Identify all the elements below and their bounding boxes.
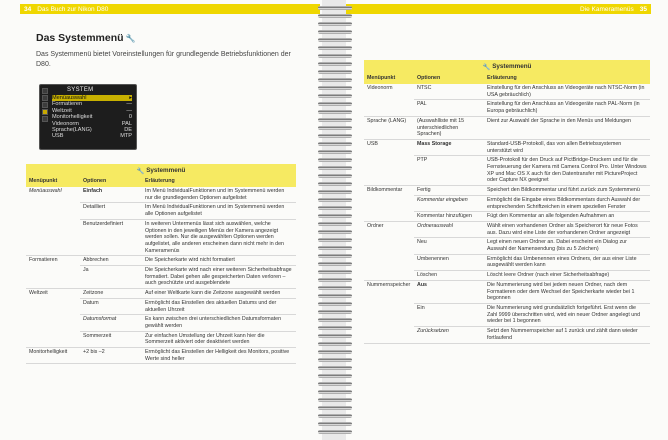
camera-menu-item-label: USB: [52, 133, 64, 140]
spiral-loop: [318, 86, 352, 90]
table-row: [364, 100, 650, 116]
camera-menu-list: [52, 95, 132, 140]
cell-option: (Auswahlliste mit 15 unterschiedlichen Sprachen): [414, 116, 484, 139]
spiral-loop: [318, 214, 352, 218]
cell-explanation: Im Menü IndividualFunktionen und im Systemmenü werden alle Optionen aufgelistet: [142, 203, 296, 219]
spiral-loop: [318, 254, 352, 258]
table-row: [26, 203, 296, 219]
cell-menu-item: [26, 203, 80, 219]
table-row: [26, 348, 296, 364]
spiral-loop: [318, 22, 352, 26]
camera-menu-title: SYSTEM: [67, 87, 94, 93]
cell-explanation: Ermöglicht das Einstellen der Helligkeit des Monitors, positive Werte sind heller: [142, 348, 296, 364]
cell-menu-item: Videonorm: [367, 85, 393, 91]
camera-menu-item-label: Videonorm: [52, 120, 79, 127]
cell-menu-item: [364, 100, 414, 116]
cell-explanation: Einstellung für den Anschluss an Videogeräte nach PAL-Norm (in Europa gebräuchlich): [484, 100, 650, 116]
camera-menu-item-label: Monitorhelligkeit: [52, 114, 93, 121]
column-header-options: Optionen: [414, 73, 484, 84]
table-row: [364, 303, 650, 326]
spiral-loop: [318, 318, 352, 322]
spiral-loop: [318, 262, 352, 266]
pencil-tab-icon: [42, 102, 48, 108]
cell-option: Datum: [80, 298, 142, 314]
camera-menu-item-label: Sprache(LANG): [52, 127, 92, 134]
camera-menu-item-value: PAL: [121, 120, 132, 127]
cell-option: Ordnerauswahl: [414, 221, 484, 237]
table-row: [364, 195, 650, 211]
wrench-icon: 🔧: [136, 167, 147, 175]
camera-menu-item-label: Menüauswahl: [52, 95, 87, 101]
spiral-loop: [318, 414, 352, 418]
cell-explanation: Die Nummerierung wird grundsätzlich fortgeführt. Erst wenn die Zahl 9999 überschritten wird, wird ein neuer Ordner angelegt und wieder bei 1 begonnen: [484, 303, 650, 326]
cell-option: Aus: [414, 280, 484, 303]
cell-menu-item: [364, 271, 414, 281]
column-header-explanation: Erläuterung: [484, 73, 650, 84]
cell-menu-item: Bildkommentar: [367, 187, 403, 194]
left-header-text: Das Buch zur Nikon D80: [37, 5, 109, 13]
spiral-loop: [318, 334, 352, 338]
table-row: [26, 256, 296, 266]
table-row: [26, 219, 296, 256]
cell-option: Sommerzeit: [80, 331, 142, 347]
cell-menu-item: [364, 327, 414, 343]
cell-explanation: Setzt den Nummernspeicher auf 1 zurück und zählt dann wieder fortlaufend: [484, 327, 650, 343]
cell-option: PAL: [414, 100, 484, 116]
cell-menu-item: [364, 238, 414, 254]
left-table-title-text: Systemmenü: [146, 167, 186, 174]
spiral-loop: [318, 30, 352, 34]
left-page: [0, 0, 322, 440]
column-header-explanation: Erläuterung: [142, 176, 296, 187]
spiral-loop: [318, 222, 352, 226]
cell-menu-item: [364, 303, 414, 326]
camera-menu-item-value: —: [126, 101, 132, 108]
spiral-loop: [318, 350, 352, 354]
cell-explanation: Fügt den Kommentar an alle folgenden Aufnahmen an: [484, 212, 650, 222]
spiral-loop: [318, 422, 352, 426]
cell-explanation: Standard-USB-Protokoll, das von allen Betriebssystemen unterstützt wird: [484, 139, 650, 155]
spiral-loop: [318, 190, 352, 194]
spiral-loop: [318, 142, 352, 146]
table-row: [364, 221, 650, 237]
spiral-loop: [318, 102, 352, 106]
table-row: [364, 116, 650, 139]
spiral-loop: [318, 126, 352, 130]
page-title-text: Das Systemmenü: [36, 32, 124, 44]
camera-menu-tabs: [42, 88, 49, 123]
cell-option: Mass Storage: [414, 139, 484, 155]
wrench-tab-icon: [42, 109, 48, 115]
camera-menu-item-label: Formatieren: [52, 101, 83, 108]
cell-option: NTSC: [414, 84, 484, 100]
table-row: [364, 280, 650, 303]
right-header-text: Die Kameramenüs: [579, 5, 634, 13]
cell-option: Zurücksetzen: [414, 327, 484, 343]
camera-menu-item: [52, 133, 132, 139]
spiral-loop: [318, 198, 352, 202]
spiral-loop: [318, 150, 352, 154]
table-row: [26, 298, 296, 314]
wrench-icon: 🔧: [482, 63, 493, 71]
cell-explanation: Zur einfachen Umstellung der Uhrzeit kann hier die Sommerzeit aktiviert oder deaktiviert werden: [142, 331, 296, 347]
right-page: [346, 0, 668, 440]
spiral-loop: [318, 406, 352, 410]
cell-menu-item: [26, 315, 80, 331]
cell-option: Ein: [414, 303, 484, 326]
spiral-loop: [318, 238, 352, 242]
right-header-bar: [346, 4, 651, 14]
column-header-menu: Menüpunkt: [26, 176, 80, 187]
cell-option: Kommentar hinzufügen: [414, 212, 484, 222]
cell-menu-item: [26, 266, 80, 289]
spiral-loop: [318, 206, 352, 210]
cell-menu-item: Monitorhelligkeit: [26, 348, 80, 364]
spiral-loop: [318, 230, 352, 234]
cell-option: Fertig: [414, 186, 484, 196]
cell-menu-item: Nummernspeicher: [367, 281, 411, 288]
camera-menu-item-value: ▸: [129, 95, 132, 101]
cell-menu-item: USB: [367, 140, 378, 147]
cell-option: Kommentar eingeben: [414, 195, 484, 211]
cell-explanation: Ermöglicht die Eingabe eines Bildkommentars durch Auswahl der entsprechenden Schriftzeichen in einem speziellen Fenster: [484, 195, 650, 211]
spiral-loop: [318, 46, 352, 50]
spiral-loop: [318, 342, 352, 346]
left-header-bar: [20, 4, 320, 14]
page-title: [36, 32, 136, 44]
column-header-options: Optionen: [80, 176, 142, 187]
camera-menu-item-label: Weltzeit: [52, 107, 72, 114]
retouch-tab-icon: [42, 116, 48, 122]
table-row: [26, 187, 296, 203]
cell-menu-item: Menüauswahl: [29, 188, 62, 194]
camera-tab-icon: [42, 95, 48, 101]
cell-explanation: Dient zur Auswahl der Sprache in den Menüs und Meldungen: [484, 116, 650, 139]
spiral-loop: [318, 382, 352, 386]
cell-explanation: Die Nummerierung wird bei jedem neuen Ordner, nach dem Formatieren oder dem Wechsel der Speicherkarte wieder bei 1 begonnen: [484, 280, 650, 303]
spiral-loop: [318, 398, 352, 402]
intro-text: Das Systemmenü bietet Voreinstellungen für grundlegende Betriebsfunktionen der D80.: [36, 51, 291, 68]
cell-explanation: Im Menü IndividualFunktionen und im Systemmenü werden nur die grundlegenden Optionen aufgelistet: [142, 187, 296, 203]
cell-explanation: Ermöglicht das Einstellen des aktuellen Datums und der aktuellen Uhrzeit: [142, 298, 296, 314]
table-row: [364, 254, 650, 270]
cell-option: Neu: [414, 238, 484, 254]
cell-explanation: Löscht leere Ordner (nach einer Sicherheitsabfrage): [484, 271, 650, 281]
spiral-loop: [318, 366, 352, 370]
right-system-menu-table: [364, 73, 650, 344]
play-tab-icon: [42, 88, 48, 94]
cell-option: Detailliert: [80, 203, 142, 219]
cell-menu-item: [26, 219, 80, 256]
cell-option: PTP: [414, 156, 484, 186]
cell-option: Ja: [80, 266, 142, 289]
cell-option: Zeitzone: [80, 289, 142, 299]
cell-explanation: Legt einen neuen Ordner an. Dabei erscheint ein Dialog zur Auswahl der Namensendung (bis zu 5 Zeichen): [484, 238, 650, 254]
cell-menu-item: [364, 195, 414, 211]
spiral-loop: [318, 286, 352, 290]
cell-option: Datumsformat: [80, 315, 142, 331]
spiral-loop: [318, 294, 352, 298]
camera-menu-screenshot: [39, 84, 137, 150]
table-row: [26, 331, 296, 347]
spiral-loop: [318, 78, 352, 82]
spiral-loop: [318, 310, 352, 314]
cell-explanation: Es kann zwischen drei unterschiedlichen Datumsformaten gewählt werden: [142, 315, 296, 331]
cell-explanation: Speichert den Bildkommentar und führt zurück zum Systemmenü: [484, 186, 650, 196]
cell-explanation: Wählt einen vorhandenen Ordner als Speicherort für neue Fotos aus. Dazu wird eine Liste der vorhandenen Ordner angezeigt: [484, 221, 650, 237]
cell-option: Umbenennen: [414, 254, 484, 270]
cell-menu-item: [364, 254, 414, 270]
spiral-loop: [318, 358, 352, 362]
table-row: [26, 266, 296, 289]
spiral-loop: [318, 182, 352, 186]
spiral-loop: [318, 134, 352, 138]
cell-explanation: Einstellung für den Anschluss an Videogeräte nach NTSC-Norm (in USA gebräuchlich): [484, 84, 650, 100]
spiral-loop: [318, 14, 352, 18]
cell-menu-item: Formatieren: [29, 257, 58, 264]
cell-explanation: In weiteren Untermenüs lässt sich auswählen, welche Optionen in den jeweiligen Menüs der Kamera angezeigt werden sollen. Nur die ausgewählten Optionen werden aufgelistet, alle anderen erscheinen dann nicht mehr in den Kameramenüs: [142, 219, 296, 256]
table-row: [26, 315, 296, 331]
left-system-menu-table: [26, 176, 296, 364]
camera-menu-item-value: MTP: [120, 133, 132, 140]
cell-explanation: Ermöglicht das Umbenennen eines Ordners, der aus einer Liste ausgewählt werden kann: [484, 254, 650, 270]
spiral-loop: [318, 118, 352, 122]
spiral-loop: [318, 390, 352, 394]
cell-menu-item: Weltzeit: [29, 290, 48, 297]
cell-menu-item: [26, 298, 80, 314]
cell-option: Benutzerdefiniert: [80, 219, 142, 256]
left-page-number: 34: [24, 5, 32, 13]
table-row: [364, 156, 650, 186]
right-table-title-text: Systemmenü: [492, 63, 532, 70]
spiral-loop: [318, 110, 352, 114]
spiral-loop: [318, 166, 352, 170]
column-header-menu: Menüpunkt: [364, 73, 414, 84]
spiral-loop: [318, 38, 352, 42]
spiral-binding: [318, 0, 352, 440]
cell-option: +2 bis –2: [80, 348, 142, 364]
cell-menu-item: Sprache (LANG): [364, 116, 414, 139]
cell-menu-item: [364, 212, 414, 222]
spiral-loop: [318, 430, 352, 434]
table-row: [364, 186, 650, 196]
table-row: [364, 238, 650, 254]
cell-menu-item: [26, 331, 80, 347]
spiral-loop: [318, 158, 352, 162]
table-row: [364, 212, 650, 222]
spiral-loop: [318, 302, 352, 306]
spiral-loop: [318, 278, 352, 282]
spiral-loop: [318, 70, 352, 74]
cell-explanation: Die Speicherkarte wird nach einer weiteren Sicherheitsabfrage formatiert. Dabei gehen alle gespeicherten Daten verloren – auch geschützte und ausgeblendete: [142, 266, 296, 289]
wrench-icon: 🔧: [125, 34, 136, 43]
spiral-loop: [318, 270, 352, 274]
camera-menu-item-value: DE: [124, 127, 132, 134]
spiral-loop: [318, 94, 352, 98]
table-row: [364, 139, 650, 155]
spiral-loop: [318, 326, 352, 330]
cell-option: Einfach: [80, 187, 142, 203]
cell-explanation: Die Speicherkarte wird nicht formatiert: [142, 256, 296, 266]
cell-menu-item: [364, 156, 414, 186]
right-page-number: 35: [639, 5, 647, 13]
spiral-loop: [318, 54, 352, 58]
spiral-loop: [318, 62, 352, 66]
cell-explanation: Auf einer Weltkarte kann die Zeitzone ausgewählt werden: [142, 289, 296, 299]
cell-option: Löschen: [414, 271, 484, 281]
spiral-loop: [318, 246, 352, 250]
spiral-loop: [318, 174, 352, 178]
cell-menu-item: Ordner: [367, 222, 384, 229]
table-row: [364, 84, 650, 100]
cell-option: Abbrechen: [80, 256, 142, 266]
table-row: [26, 289, 296, 299]
spiral-loop: [318, 6, 352, 10]
camera-menu-item-value: —: [126, 107, 132, 114]
table-row: [364, 271, 650, 281]
camera-menu-item-value: 0: [128, 114, 132, 121]
right-table-title: [364, 60, 650, 73]
table-row: [364, 327, 650, 343]
cell-explanation: USB-Protokoll für den Druck auf PictBridge-Druckern und für die Fernsteuerung der Kamera mit Camera Control Pro. Unter Windows XP und Mac OS X auch für den Datentransfer mit PictureProject oder Capture NX geeignet: [484, 156, 650, 186]
spiral-loop: [318, 374, 352, 378]
